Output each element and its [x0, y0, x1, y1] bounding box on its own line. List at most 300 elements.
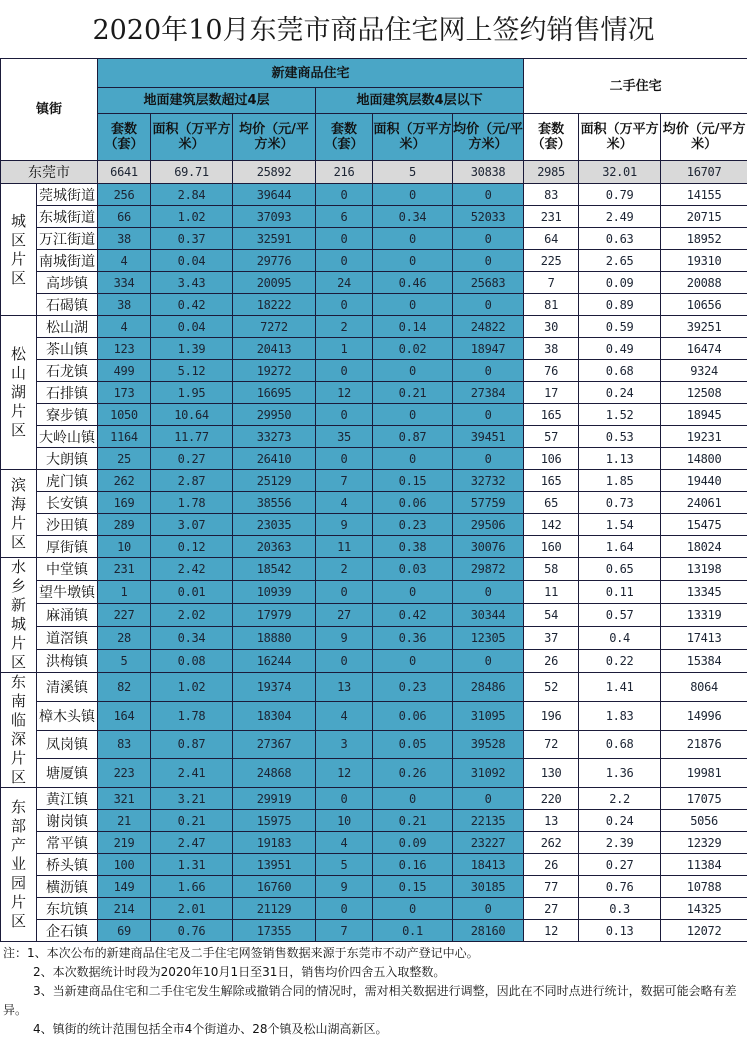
cell: 13951 [233, 854, 316, 876]
cell: 39528 [453, 730, 524, 759]
cell: 31095 [453, 701, 524, 730]
cell: 0.21 [151, 810, 233, 832]
cell: 64 [524, 228, 579, 250]
cell: 4 [316, 701, 373, 730]
cell: 262 [98, 470, 151, 492]
cell: 0 [453, 788, 524, 810]
cell: 38 [524, 338, 579, 360]
cell: 12072 [661, 920, 747, 942]
cell: 26410 [233, 448, 316, 470]
cell: 0 [316, 404, 373, 426]
cell: 38 [98, 228, 151, 250]
cell: 21 [98, 810, 151, 832]
cell: 1.78 [151, 701, 233, 730]
cell: 142 [524, 514, 579, 536]
town-name: 麻涌镇 [37, 604, 98, 627]
cell: 123 [98, 338, 151, 360]
cell: 2.47 [151, 832, 233, 854]
cell: 0.11 [579, 581, 661, 604]
cell: 27384 [453, 382, 524, 404]
region-label: 东南临深片区 [10, 673, 26, 786]
cell: 6641 [98, 161, 151, 184]
cell: 214 [98, 898, 151, 920]
cell: 0.87 [151, 730, 233, 759]
region-cell [1, 470, 37, 558]
cell: 0 [316, 898, 373, 920]
table-row [1, 536, 747, 558]
header-above-4-floors: 地面建筑层数超过4层 [98, 88, 316, 114]
cell: 0.23 [373, 514, 453, 536]
cell: 1.36 [579, 759, 661, 788]
cell: 6 [316, 206, 373, 228]
note-1: 注：1、本次公布的新建商品住宅及二手住宅网签销售数据来源于东莞市不动产登记中心。 [3, 946, 479, 960]
cell: 13 [316, 673, 373, 702]
cell: 66 [98, 206, 151, 228]
cell: 20088 [661, 272, 747, 294]
header-price: 均价（元/平方米） [233, 114, 316, 161]
town-name: 松山湖 [37, 316, 98, 338]
cell: 0.4 [579, 627, 661, 650]
cell: 0.1 [373, 920, 453, 942]
region-label: 东部产业园片区 [10, 798, 26, 930]
region-cell [1, 184, 37, 316]
cell: 18222 [233, 294, 316, 316]
town-name: 沙田镇 [37, 514, 98, 536]
cell: 18945 [661, 404, 747, 426]
cell: 30838 [453, 161, 524, 184]
total-label: 东莞市 [1, 161, 98, 184]
cell: 20363 [233, 536, 316, 558]
cell: 11 [316, 536, 373, 558]
cell: 0.22 [579, 650, 661, 673]
town-name: 石排镇 [37, 382, 98, 404]
table-row [1, 470, 747, 492]
cell: 0.16 [373, 854, 453, 876]
cell: 227 [98, 604, 151, 627]
cell: 0.76 [151, 920, 233, 942]
table-row [1, 272, 747, 294]
cell: 0.21 [373, 382, 453, 404]
cell: 14800 [661, 448, 747, 470]
cell: 30344 [453, 604, 524, 627]
cell: 0 [316, 184, 373, 206]
cell: 14155 [661, 184, 747, 206]
cell: 30 [524, 316, 579, 338]
cell: 30076 [453, 536, 524, 558]
header-new-housing: 新建商品住宅 [98, 59, 524, 88]
table-row [1, 206, 747, 228]
cell: 0 [373, 228, 453, 250]
header-town: 镇街 [1, 59, 98, 161]
cell: 1.83 [579, 701, 661, 730]
cell: 1.02 [151, 673, 233, 702]
cell: 12 [316, 759, 373, 788]
cell: 69 [98, 920, 151, 942]
cell: 0.13 [579, 920, 661, 942]
town-name: 莞城街道 [37, 184, 98, 206]
cell: 0 [316, 228, 373, 250]
cell: 82 [98, 673, 151, 702]
cell: 23035 [233, 514, 316, 536]
cell: 24868 [233, 759, 316, 788]
cell: 11384 [661, 854, 747, 876]
cell: 334 [98, 272, 151, 294]
region-label: 城区片区 [10, 211, 26, 287]
header-units: 套数（套） [316, 114, 373, 161]
cell: 5 [316, 854, 373, 876]
cell: 24822 [453, 316, 524, 338]
cell: 0 [453, 250, 524, 272]
cell: 27 [524, 898, 579, 920]
cell: 0 [316, 788, 373, 810]
cell: 0.08 [151, 650, 233, 673]
cell: 0 [373, 788, 453, 810]
cell: 0.15 [373, 470, 453, 492]
cell: 38556 [233, 492, 316, 514]
cell: 164 [98, 701, 151, 730]
header-area: 面积（万平方米） [373, 114, 453, 161]
table-body [1, 184, 747, 942]
region-label: 滨海片区 [10, 475, 26, 551]
cell: 16707 [661, 161, 747, 184]
cell: 28486 [453, 673, 524, 702]
cell: 9 [316, 514, 373, 536]
cell: 0.27 [579, 854, 661, 876]
cell: 16695 [233, 382, 316, 404]
cell: 0.42 [151, 294, 233, 316]
cell: 21129 [233, 898, 316, 920]
table-row [1, 788, 747, 810]
cell: 0 [373, 448, 453, 470]
cell: 173 [98, 382, 151, 404]
town-name: 凤岗镇 [37, 730, 98, 759]
town-name: 谢岗镇 [37, 810, 98, 832]
cell: 1164 [98, 426, 151, 448]
cell: 18952 [661, 228, 747, 250]
cell: 0.24 [579, 810, 661, 832]
cell: 106 [524, 448, 579, 470]
cell: 37093 [233, 206, 316, 228]
table-row [1, 250, 747, 272]
cell: 0.02 [373, 338, 453, 360]
cell: 1.31 [151, 854, 233, 876]
cell: 220 [524, 788, 579, 810]
note-4: 4、镇街的统计范围包括全市4个街道办、28个镇及松山湖高新区。 [33, 1022, 388, 1036]
town-name: 清溪镇 [37, 673, 98, 702]
cell: 0 [453, 404, 524, 426]
cell: 499 [98, 360, 151, 382]
cell: 5 [373, 161, 453, 184]
cell: 2.42 [151, 558, 233, 581]
cell: 0.87 [373, 426, 453, 448]
cell: 25 [98, 448, 151, 470]
town-name: 高埗镇 [37, 272, 98, 294]
cell: 0.14 [373, 316, 453, 338]
cell: 130 [524, 759, 579, 788]
cell: 2.41 [151, 759, 233, 788]
cell: 32732 [453, 470, 524, 492]
cell: 19310 [661, 250, 747, 272]
cell: 14325 [661, 898, 747, 920]
cell: 7 [316, 470, 373, 492]
town-name: 洪梅镇 [37, 650, 98, 673]
cell: 2.87 [151, 470, 233, 492]
town-name: 道滘镇 [37, 627, 98, 650]
cell: 0.42 [373, 604, 453, 627]
cell: 57 [524, 426, 579, 448]
cell: 0 [373, 360, 453, 382]
cell: 39644 [233, 184, 316, 206]
table-row [1, 404, 747, 426]
town-name: 桥头镇 [37, 854, 98, 876]
cell: 160 [524, 536, 579, 558]
cell: 149 [98, 876, 151, 898]
total-row [1, 161, 747, 184]
cell: 0 [316, 250, 373, 272]
cell: 4 [316, 492, 373, 514]
cell: 0.3 [579, 898, 661, 920]
cell: 27367 [233, 730, 316, 759]
cell: 0 [373, 184, 453, 206]
cell: 4 [98, 250, 151, 272]
cell: 216 [316, 161, 373, 184]
cell: 9 [316, 876, 373, 898]
table-row [1, 294, 747, 316]
cell: 2 [316, 316, 373, 338]
cell: 0 [373, 250, 453, 272]
cell: 0 [373, 898, 453, 920]
cell: 83 [98, 730, 151, 759]
cell: 72 [524, 730, 579, 759]
town-name: 大岭山镇 [37, 426, 98, 448]
cell: 1 [316, 338, 373, 360]
cell: 16760 [233, 876, 316, 898]
cell: 19272 [233, 360, 316, 382]
cell: 1.41 [579, 673, 661, 702]
cell: 5.12 [151, 360, 233, 382]
cell: 219 [98, 832, 151, 854]
cell: 0 [453, 228, 524, 250]
cell: 5056 [661, 810, 747, 832]
cell: 52 [524, 673, 579, 702]
cell: 24 [316, 272, 373, 294]
cell: 4 [316, 832, 373, 854]
cell: 1.85 [579, 470, 661, 492]
cell: 1.52 [579, 404, 661, 426]
cell: 17355 [233, 920, 316, 942]
table-row [1, 448, 747, 470]
cell: 19374 [233, 673, 316, 702]
cell: 1.64 [579, 536, 661, 558]
town-name: 企石镇 [37, 920, 98, 942]
cell: 2.84 [151, 184, 233, 206]
cell: 10 [316, 810, 373, 832]
cell: 0.68 [579, 360, 661, 382]
cell: 52033 [453, 206, 524, 228]
town-name: 中堂镇 [37, 558, 98, 581]
cell: 1.78 [151, 492, 233, 514]
town-name: 横沥镇 [37, 876, 98, 898]
cell: 10656 [661, 294, 747, 316]
cell: 13 [524, 810, 579, 832]
cell: 58 [524, 558, 579, 581]
town-name: 望牛墩镇 [37, 581, 98, 604]
cell: 12305 [453, 627, 524, 650]
cell: 169 [98, 492, 151, 514]
cell: 25129 [233, 470, 316, 492]
table-row [1, 759, 747, 788]
cell: 19183 [233, 832, 316, 854]
cell: 1.39 [151, 338, 233, 360]
cell: 18542 [233, 558, 316, 581]
cell: 27 [316, 604, 373, 627]
cell: 39451 [453, 426, 524, 448]
cell: 77 [524, 876, 579, 898]
cell: 11.77 [151, 426, 233, 448]
footnotes [0, 942, 747, 1039]
cell: 10788 [661, 876, 747, 898]
cell: 0.06 [373, 492, 453, 514]
cell: 0 [453, 898, 524, 920]
cell: 100 [98, 854, 151, 876]
cell: 0 [373, 294, 453, 316]
cell: 0 [316, 360, 373, 382]
cell: 29919 [233, 788, 316, 810]
header-second-hand: 二手住宅 [524, 59, 747, 114]
cell: 0 [453, 360, 524, 382]
cell: 81 [524, 294, 579, 316]
cell: 0.34 [151, 627, 233, 650]
cell: 0 [453, 184, 524, 206]
cell: 13319 [661, 604, 747, 627]
cell: 1.66 [151, 876, 233, 898]
cell: 0.68 [579, 730, 661, 759]
cell: 0 [316, 581, 373, 604]
cell: 17075 [661, 788, 747, 810]
cell: 2.01 [151, 898, 233, 920]
cell: 2.39 [579, 832, 661, 854]
cell: 10.64 [151, 404, 233, 426]
cell: 0.21 [373, 810, 453, 832]
table-row [1, 832, 747, 854]
cell: 225 [524, 250, 579, 272]
cell: 0.06 [373, 701, 453, 730]
cell: 15384 [661, 650, 747, 673]
cell: 83 [524, 184, 579, 206]
cell: 15475 [661, 514, 747, 536]
cell: 18947 [453, 338, 524, 360]
cell: 0.09 [373, 832, 453, 854]
header-units: 套数（套） [98, 114, 151, 161]
table-row [1, 558, 747, 581]
cell: 25892 [233, 161, 316, 184]
cell: 3 [316, 730, 373, 759]
table-row [1, 810, 747, 832]
region-cell [1, 316, 37, 470]
table-row [1, 426, 747, 448]
cell: 4 [98, 316, 151, 338]
table-row [1, 581, 747, 604]
header-below-4-floors: 地面建筑层数4层以下 [316, 88, 524, 114]
town-name: 塘厦镇 [37, 759, 98, 788]
cell: 26 [524, 650, 579, 673]
cell: 17 [524, 382, 579, 404]
cell: 54 [524, 604, 579, 627]
cell: 0.15 [373, 876, 453, 898]
cell: 3.21 [151, 788, 233, 810]
cell: 19231 [661, 426, 747, 448]
cell: 2985 [524, 161, 579, 184]
region-cell [1, 788, 37, 942]
cell: 16474 [661, 338, 747, 360]
cell: 12508 [661, 382, 747, 404]
town-name: 东坑镇 [37, 898, 98, 920]
town-name: 黄江镇 [37, 788, 98, 810]
cell: 0.73 [579, 492, 661, 514]
table-row [1, 701, 747, 730]
cell: 76 [524, 360, 579, 382]
region-cell [1, 558, 37, 673]
cell: 12329 [661, 832, 747, 854]
region-cell [1, 673, 37, 788]
cell: 32.01 [579, 161, 661, 184]
cell: 19981 [661, 759, 747, 788]
cell: 0.12 [151, 536, 233, 558]
table-row [1, 920, 747, 942]
cell: 13198 [661, 558, 747, 581]
page-title: 2020年10月东莞市商品住宅网上签约销售情况 [92, 15, 655, 46]
cell: 57759 [453, 492, 524, 514]
cell: 0.36 [373, 627, 453, 650]
table-row [1, 730, 747, 759]
table-row [1, 184, 747, 206]
town-name: 樟木头镇 [37, 701, 98, 730]
cell: 1050 [98, 404, 151, 426]
cell: 29872 [453, 558, 524, 581]
table-row [1, 876, 747, 898]
cell: 11 [524, 581, 579, 604]
cell: 256 [98, 184, 151, 206]
cell: 2.02 [151, 604, 233, 627]
cell: 2.49 [579, 206, 661, 228]
cell: 0.26 [373, 759, 453, 788]
cell: 30185 [453, 876, 524, 898]
cell: 25683 [453, 272, 524, 294]
cell: 2.65 [579, 250, 661, 272]
cell: 28160 [453, 920, 524, 942]
cell: 0 [453, 650, 524, 673]
cell: 7272 [233, 316, 316, 338]
cell: 321 [98, 788, 151, 810]
cell: 0.89 [579, 294, 661, 316]
town-name: 厚街镇 [37, 536, 98, 558]
cell: 2 [316, 558, 373, 581]
cell: 35 [316, 426, 373, 448]
cell: 1.13 [579, 448, 661, 470]
cell: 29776 [233, 250, 316, 272]
cell: 1.02 [151, 206, 233, 228]
cell: 7 [524, 272, 579, 294]
cell: 32591 [233, 228, 316, 250]
town-name: 石碣镇 [37, 294, 98, 316]
cell: 1.95 [151, 382, 233, 404]
cell: 0.38 [373, 536, 453, 558]
cell: 21876 [661, 730, 747, 759]
cell: 0.53 [579, 426, 661, 448]
cell: 0.57 [579, 604, 661, 627]
cell: 38 [98, 294, 151, 316]
cell: 9 [316, 627, 373, 650]
